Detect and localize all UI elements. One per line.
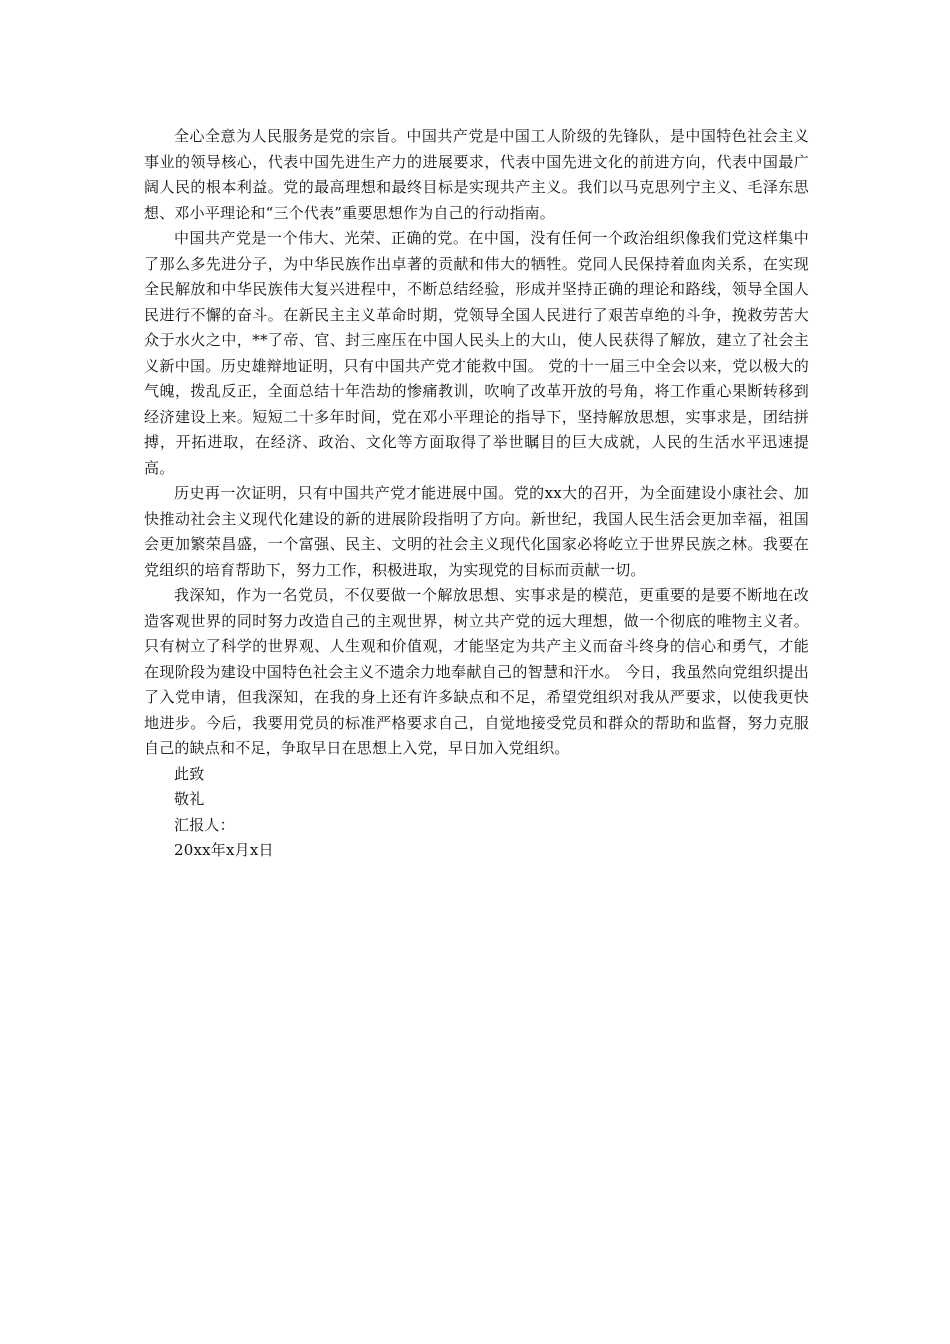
paragraph-4: 我深知，作为一名党员，不仅要做一个解放思想、实事求是的模范，更重要的是要不断地在改造客观世界的同时努力改造自己的主观世界，树立共产党的远大理想，做一个彻底的唯物主义者。只有树立了科学的世界观、人生观和价值观，才能坚定为共产主义而奋斗终身的信心和勇气，才能在现阶段为建设中国特色社会主义不遗余力地奉献自己的智慧和汗水。 今日，我虽然向党组织提出了入党申请，但我深知，在我的身上还有许多缺点和不足，希望党组织对我从严要求，以使我更快地进步。今后，我要用党员的标准严格要求自己，自觉地接受党员和群众的帮助和监督，努力克服自己的缺点和不足，争取早日在思想上入党，早日加入党组织。	[144, 586, 809, 757]
regards: 敬礼	[174, 790, 205, 808]
paragraph-1: 全心全意为人民服务是党的宗旨。中国共产党是中国工人阶级的先锋队，是中国特色社会主义事业的领导核心，代表中国先进生产力的进展要求，代表中国先进文化的前进方向，代表中国最广阔人民的根本利益。党的最高理想和最终目标是实现共产主义。我们以马克思列宁主义、毛泽东思想、邓小平理论和“三个代表”重要思想作为自己的行动指南。	[144, 127, 809, 222]
report-date: 20xx年x月x日	[174, 841, 274, 859]
paragraph-2: 中国共产党是一个伟大、光荣、正确的党。在中国，没有任何一个政治组织像我们党这样集中了那么多先进分子，为中华民族作出卓著的贡献和伟大的牺牲。党同人民保持着血肉关系，在实现全民解放和中华民族伟大复兴进程中，不断总结经验，形成并坚持正确的理论和路线，领导全国人民进行不懈的奋斗。在新民主主义革命时期，党领导全国人民进行了艰苦卓绝的斗争，挽救劳苦大众于水火之中，**了帝、官、封三座压在中国人民头上的大山，使人民获得了解放，建立了社会主义新中国。历史雄辩地证明，只有中国共产党才能救中国。 党的十一届三中全会以来，党以极大的气魄，拨乱反正，全面总结十年浩劫的惨痛教训，吹响了改革开放的号角，将工作重心果断转移到经济建设上来。短短二十多年时间，党在邓小平理论的指导下，坚持解放思想，实事求是，团结拼搏，开拓进取，在经济、政治、文化等方面取得了举世瞩目的巨大成就，人民的生活水平迅速提高。	[144, 229, 809, 477]
document-body	[144, 124, 809, 864]
reporter-label: 汇报人：	[174, 815, 235, 834]
salutation: 此致	[174, 764, 205, 783]
paragraph-3: 历史再一次证明，只有中国共产党才能进展中国。党的xx大的召开，为全面建设小康社会、加快推动社会主义现代化建设的新的进展阶段指明了方向。新世纪，我国人民生活会更加幸福，祖国会更加繁荣昌盛，一个富强、民主、文明的社会主义现代化国家必将屹立于世界民族之林。我要在党组织的培育帮助下，努力工作，积极进取，为实现党的目标而贡献一切。	[144, 484, 809, 579]
